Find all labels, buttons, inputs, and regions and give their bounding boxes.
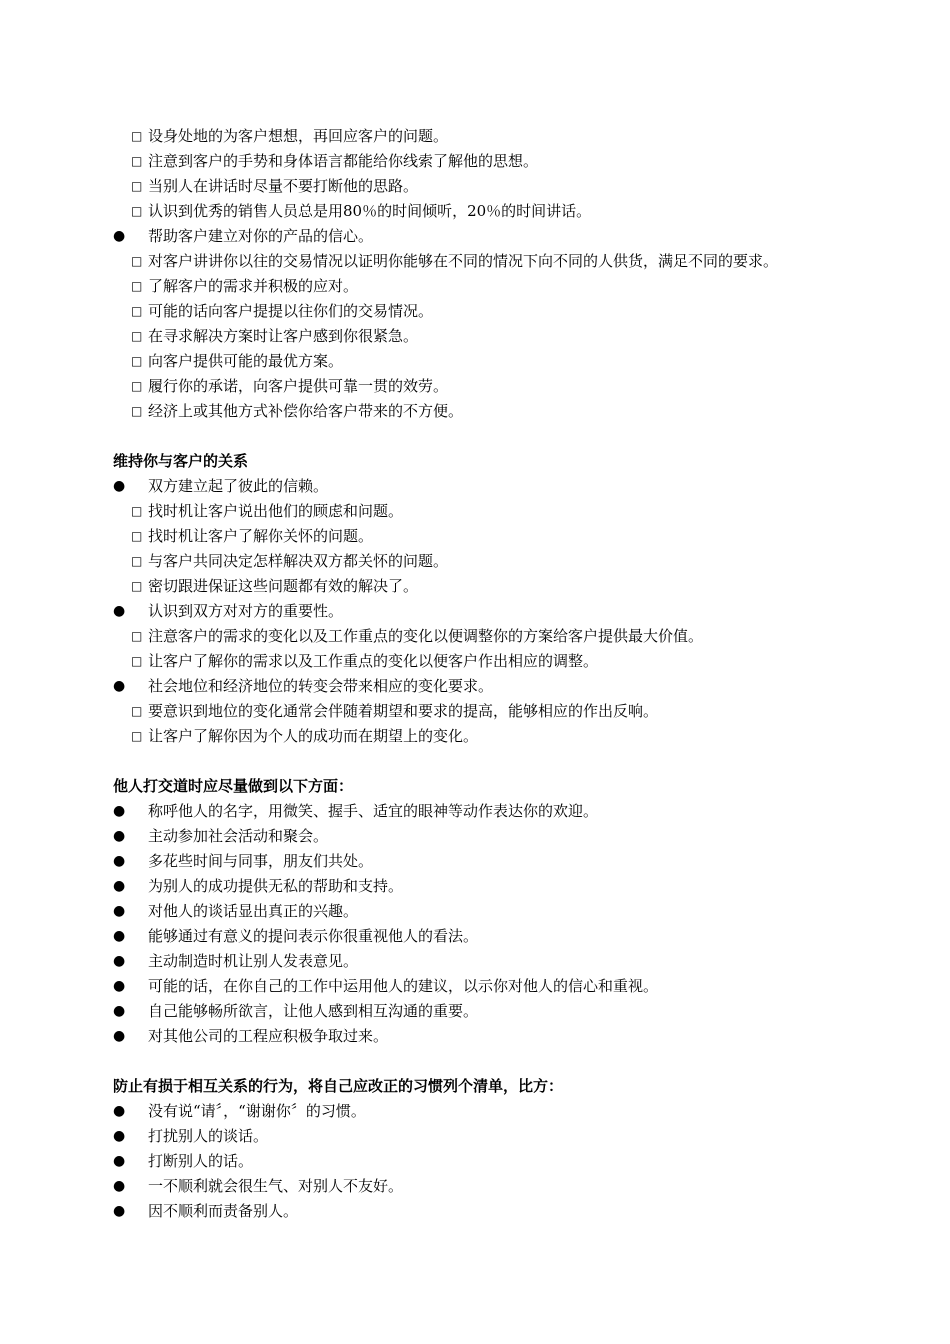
bullet-dot-icon: ● <box>113 1028 126 1044</box>
list-item-text: 在寻求解决方案时让客户感到你很紧急。 <box>148 327 419 345</box>
list-item-text: 认识到双方对对方的重要性。 <box>148 602 344 620</box>
bullet-list-item <box>0 1024 950 1049</box>
bullet-list-item <box>0 474 950 499</box>
sub-list-item <box>0 574 950 599</box>
bullet-list-item <box>0 674 950 699</box>
checkbox-square-icon: □ <box>131 354 143 368</box>
list-item-text: 让客户了解你的需求以及工作重点的变化以便客户作出相应的调整。 <box>148 652 599 670</box>
bullet-list-item <box>0 974 950 999</box>
checkbox-square-icon: □ <box>131 704 143 718</box>
list-item-text: 打断别人的话。 <box>148 1152 254 1170</box>
sub-list-item <box>0 299 950 324</box>
list-item-text: 打扰别人的谈话。 <box>148 1127 269 1145</box>
sub-list-item <box>0 624 950 649</box>
checkbox-square-icon: □ <box>131 129 143 143</box>
checkbox-square-icon: □ <box>131 404 143 418</box>
bullet-dot-icon: ● <box>113 1003 126 1019</box>
checkbox-square-icon: □ <box>131 179 143 193</box>
list-top <box>0 124 950 424</box>
list-item-text: 对其他公司的工程应积极争取过来。 <box>148 1027 389 1045</box>
bullet-list-item <box>0 999 950 1024</box>
bullet-list-item <box>0 1174 950 1199</box>
bullet-dot-icon: ● <box>113 678 126 694</box>
section-heading-habits: 防止有损于相互关系的行为，将自己应改正的习惯列个清单，比方： <box>113 1077 564 1095</box>
list-item-text: 履行你的承诺，向客户提供可靠一贯的效劳。 <box>148 377 449 395</box>
bullet-dot-icon: ● <box>113 928 126 944</box>
list-item-text: 让客户了解你因为个人的成功而在期望上的变化。 <box>148 727 479 745</box>
list-item-text: 对他人的谈话显出真正的兴趣。 <box>148 902 359 920</box>
list-item-text: 对客户讲讲你以往的交易情况以证明你能够在不同的情况下向不同的人供货，满足不同的要求。 <box>148 252 779 270</box>
list-item-text: 帮助客户建立对你的产品的信心。 <box>148 227 374 245</box>
spacer <box>0 424 950 449</box>
section-heading-relationship: 维持你与客户的关系 <box>113 452 249 470</box>
bullet-dot-icon: ● <box>113 853 126 869</box>
bullet-dot-icon: ● <box>113 1128 126 1144</box>
checkbox-square-icon: □ <box>131 579 143 593</box>
bullet-dot-icon: ● <box>113 903 126 919</box>
sub-list-item <box>0 374 950 399</box>
bullet-list-item <box>0 799 950 824</box>
sub-list-item <box>0 174 950 199</box>
list-item-text: 双方建立起了彼此的信赖。 <box>148 477 329 495</box>
document-page <box>0 124 950 1224</box>
list-item-text: 主动参加社会活动和聚会。 <box>148 827 329 845</box>
list-item-text: 能够通过有意义的提问表示你很重视他人的看法。 <box>148 927 479 945</box>
list-item-text: 因不顺利而责备别人。 <box>148 1202 299 1220</box>
bullet-list-item <box>0 1199 950 1224</box>
sub-list-item <box>0 499 950 524</box>
list-item-text: 找时机让客户了解你关怀的问题。 <box>148 527 374 545</box>
list-item-text: 可能的话，在你自己的工作中运用他人的建议，以示你对他人的信心和重视。 <box>148 977 659 995</box>
bullet-dot-icon: ● <box>113 1178 126 1194</box>
list-item-text: 主动制造时机让别人发表意见。 <box>148 952 359 970</box>
checkbox-square-icon: □ <box>131 554 143 568</box>
list-others <box>0 799 950 1049</box>
bullet-dot-icon: ● <box>113 803 126 819</box>
bullet-list-item <box>0 1149 950 1174</box>
checkbox-square-icon: □ <box>131 379 143 393</box>
sub-list-item <box>0 324 950 349</box>
bullet-list-item <box>0 599 950 624</box>
list-item-text: 社会地位和经济地位的转变会带来相应的变化要求。 <box>148 677 494 695</box>
sub-list-item <box>0 274 950 299</box>
sub-list-item <box>0 149 950 174</box>
list-item-text: 注意到客户的手势和身体语言都能给你线索了解他的思想。 <box>148 152 539 170</box>
bullet-dot-icon: ● <box>113 478 126 494</box>
bullet-list-item <box>0 949 950 974</box>
checkbox-square-icon: □ <box>131 304 143 318</box>
checkbox-square-icon: □ <box>131 154 143 168</box>
sub-list-item <box>0 649 950 674</box>
list-item-text: 了解客户的需求并积极的应对。 <box>148 277 359 295</box>
list-item-text: 向客户提供可能的最优方案。 <box>148 352 344 370</box>
bullet-list-item <box>0 924 950 949</box>
bullet-list-item <box>0 849 950 874</box>
checkbox-square-icon: □ <box>131 279 143 293</box>
sub-list-item <box>0 549 950 574</box>
list-item-text: 自己能够畅所欲言，让他人感到相互沟通的重要。 <box>148 1002 479 1020</box>
list-relationship <box>0 474 950 749</box>
checkbox-square-icon: □ <box>131 629 143 643</box>
spacer <box>0 1049 950 1074</box>
list-item-text: 与客户共同决定怎样解决双方都关怀的问题。 <box>148 552 449 570</box>
list-item-text: 为别人的成功提供无私的帮助和支持。 <box>148 877 404 895</box>
list-item-text: 设身处地的为客户想想，再回应客户的问题。 <box>148 127 449 145</box>
checkbox-square-icon: □ <box>131 504 143 518</box>
sub-list-item <box>0 349 950 374</box>
sub-list-item <box>0 724 950 749</box>
bullet-list-item <box>0 1124 950 1149</box>
bullet-list-item <box>0 824 950 849</box>
bullet-dot-icon: ● <box>113 878 126 894</box>
checkbox-square-icon: □ <box>131 254 143 268</box>
list-item-text: 注意客户的需求的变化以及工作重点的变化以便调整你的方案给客户提供最大价值。 <box>148 627 704 645</box>
list-item-text: 经济上或其他方式补偿你给客户带来的不方便。 <box>148 402 464 420</box>
list-item-text: 没有说“请〞，“谢谢你〞的习惯。 <box>148 1102 366 1120</box>
checkbox-square-icon: □ <box>131 529 143 543</box>
list-habits <box>0 1099 950 1224</box>
list-item-text: 当别人在讲话时尽量不要打断他的思路。 <box>148 177 419 195</box>
bullet-dot-icon: ● <box>113 953 126 969</box>
checkbox-square-icon: □ <box>131 654 143 668</box>
bullet-list-item <box>0 224 950 249</box>
bullet-dot-icon: ● <box>113 1103 126 1119</box>
bullet-dot-icon: ● <box>113 978 126 994</box>
bullet-dot-icon: ● <box>113 1203 126 1219</box>
sub-list-item <box>0 249 950 274</box>
list-item-text: 找时机让客户说出他们的顾虑和问题。 <box>148 502 404 520</box>
bullet-list-item <box>0 899 950 924</box>
sub-list-item <box>0 699 950 724</box>
bullet-dot-icon: ● <box>113 828 126 844</box>
list-item-text: 认识到优秀的销售人员总是用80％的时间倾听，20％的时间讲话。 <box>148 202 592 220</box>
checkbox-square-icon: □ <box>131 329 143 343</box>
bullet-list-item <box>0 874 950 899</box>
list-item-text: 多花些时间与同事，朋友们共处。 <box>148 852 374 870</box>
bullet-list-item <box>0 1099 950 1124</box>
list-item-text: 可能的话向客户提提以往你们的交易情况。 <box>148 302 434 320</box>
bullet-dot-icon: ● <box>113 603 126 619</box>
sub-list-item <box>0 524 950 549</box>
list-item-text: 要意识到地位的变化通常会伴随着期望和要求的提高，能够相应的作出反响。 <box>148 702 659 720</box>
sub-list-item <box>0 199 950 224</box>
list-item-text: 一不顺利就会很生气、对别人不友好。 <box>148 1177 404 1195</box>
spacer <box>0 749 950 774</box>
list-item-text: 密切跟进保证这些问题都有效的解决了。 <box>148 577 419 595</box>
sub-list-item <box>0 124 950 149</box>
checkbox-square-icon: □ <box>131 204 143 218</box>
bullet-dot-icon: ● <box>113 228 126 244</box>
section-heading-others: 他人打交道时应尽量做到以下方面： <box>113 777 354 795</box>
bullet-dot-icon: ● <box>113 1153 126 1169</box>
list-item-text: 称呼他人的名字，用微笑、握手、适宜的眼神等动作表达你的欢迎。 <box>148 802 599 820</box>
sub-list-item <box>0 399 950 424</box>
checkbox-square-icon: □ <box>131 729 143 743</box>
